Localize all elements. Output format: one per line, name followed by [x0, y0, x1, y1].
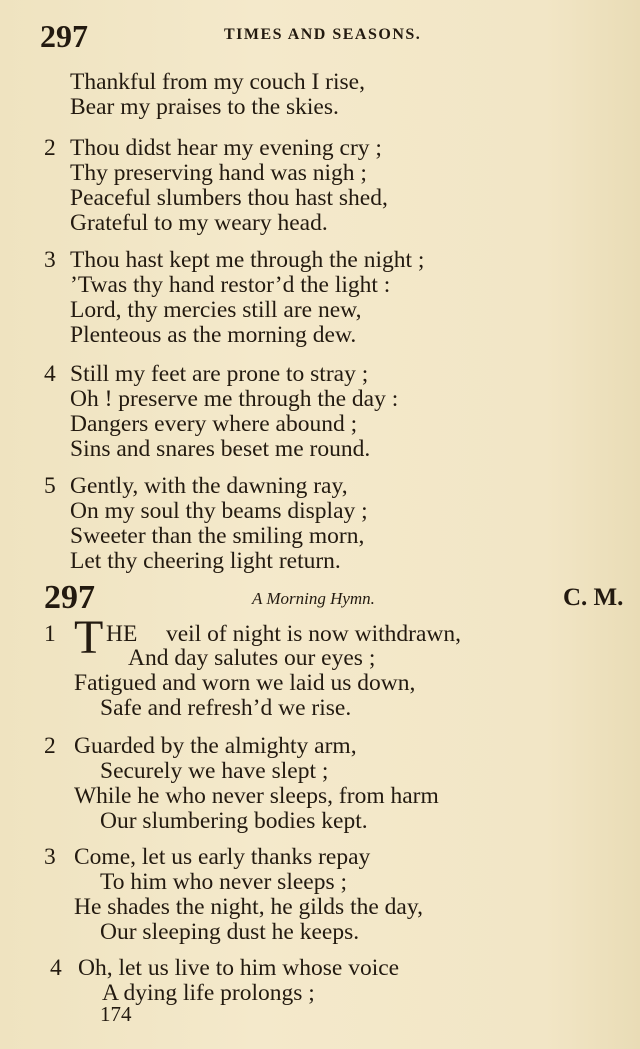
verse-number: 1: [44, 621, 56, 647]
verse-number: 5: [44, 473, 56, 499]
verse-line: Safe and refresh’d we rise.: [100, 695, 352, 721]
verse-line: Peaceful slumbers thou hast shed,: [70, 185, 388, 211]
verse-line: Thou didst hear my evening cry ;: [70, 135, 382, 161]
verse-number: 3: [44, 844, 56, 870]
hymn-title: A Morning Hymn.: [252, 589, 375, 608]
verse-line: Thankful from my couch I rise,: [70, 69, 365, 95]
verse-number: 2: [44, 733, 56, 759]
verse-line: Still my feet are prone to stray ;: [70, 361, 369, 387]
verse-line: Come, let us early thanks repay: [74, 844, 371, 870]
verse-number: 3: [44, 247, 56, 273]
verse-line: Gently, with the dawning ray,: [70, 473, 348, 499]
verse-number: 4: [50, 955, 62, 981]
verse-number: 2: [44, 135, 56, 161]
verse-line: veil of night is now withdrawn,: [166, 621, 462, 647]
verse-line: Lord, thy mercies still are new,: [70, 297, 362, 323]
verse-line: Fatigued and worn we laid us down,: [74, 670, 416, 696]
page-header: [40, 18, 600, 54]
verse-line: Our sleeping dust he keeps.: [100, 919, 360, 945]
verse-line: He shades the night, he gilds the day,: [74, 894, 423, 920]
verse-line: A dying life prolongs ;: [102, 980, 315, 1006]
verse-line: Let thy cheering light return.: [70, 548, 341, 574]
verse-line: To him who never sleeps ;: [100, 869, 348, 895]
verse-first-word: HE: [106, 621, 138, 647]
verse-line: Dangers every where abound ;: [70, 411, 358, 437]
verse-line: While he who never sleeps, from harm: [74, 783, 439, 809]
verse-line: Oh ! preserve me through the day :: [70, 386, 399, 412]
verse-line: Securely we have slept ;: [100, 758, 329, 784]
header-hymn-number: 297: [40, 18, 88, 54]
verse-line: ’Twas thy hand restor’d the light :: [70, 272, 391, 298]
verse-number: 4: [44, 361, 56, 387]
verse-line: And day salutes our eyes ;: [128, 645, 376, 671]
hymn-number: 297: [44, 579, 95, 616]
verse-line: Thy preserving hand was nigh ;: [70, 160, 367, 186]
running-title: TIMES AND SEASONS.: [224, 26, 422, 43]
verse-line: On my soul thy beams display ;: [70, 498, 368, 524]
verse-line: Guarded by the almighty arm,: [74, 733, 357, 759]
page-number: 174: [100, 1002, 132, 1026]
verse-line: Our slumbering bodies kept.: [100, 808, 368, 834]
hymn-meter: C. M.: [563, 584, 624, 611]
verse-line: Oh, let us live to him whose voice: [78, 955, 400, 981]
drop-cap: T: [74, 611, 104, 664]
verse-line: Grateful to my weary head.: [70, 210, 328, 236]
verse-line: Bear my praises to the skies.: [70, 94, 339, 120]
verse-line: Sweeter than the smiling morn,: [70, 523, 365, 549]
verse-line: Plenteous as the morning dew.: [70, 322, 357, 348]
verse-line: Sins and snares beset me round.: [70, 436, 371, 462]
verse-line: Thou hast kept me through the night ;: [70, 247, 425, 273]
